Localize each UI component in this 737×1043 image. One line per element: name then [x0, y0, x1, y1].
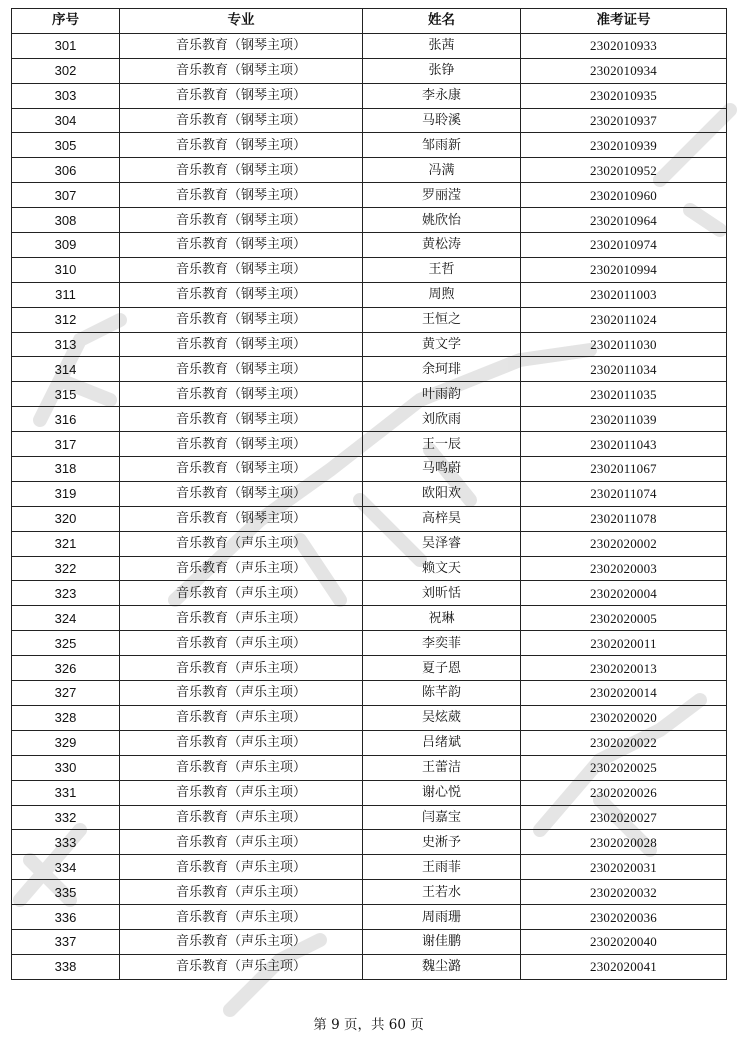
major-cell: 音乐教育（声乐主项） — [120, 780, 363, 805]
ticket-cell: 2302020040 — [521, 929, 727, 954]
name-cell: 闫嘉宝 — [363, 805, 521, 830]
table-row — [12, 33, 727, 58]
ticket-cell: 2302010935 — [521, 83, 727, 108]
header-ticket: 准考证号 — [521, 9, 727, 34]
name-cell: 余珂琲 — [363, 357, 521, 382]
table-row — [12, 929, 727, 954]
ticket-cell: 2302011030 — [521, 332, 727, 357]
major-cell: 音乐教育（钢琴主项） — [120, 257, 363, 282]
name-cell: 冯满 — [363, 158, 521, 183]
ticket-cell: 2302011034 — [521, 357, 727, 382]
page-number: 第 9 页，共 60 页 — [313, 1017, 424, 1033]
table-row — [12, 506, 727, 531]
table-row — [12, 83, 727, 108]
ticket-cell: 2302020041 — [521, 954, 727, 979]
seq-cell: 336 — [12, 905, 120, 930]
major-cell: 音乐教育（声乐主项） — [120, 730, 363, 755]
name-cell: 刘欣雨 — [363, 407, 521, 432]
table-row — [12, 108, 727, 133]
ticket-cell: 2302020003 — [521, 556, 727, 581]
ticket-cell: 2302020014 — [521, 681, 727, 706]
major-cell: 音乐教育（钢琴主项） — [120, 282, 363, 307]
table-row — [12, 481, 727, 506]
seq-cell: 328 — [12, 705, 120, 730]
name-cell: 高梓昊 — [363, 506, 521, 531]
ticket-cell: 2302010933 — [521, 33, 727, 58]
seq-cell: 319 — [12, 481, 120, 506]
seq-cell: 303 — [12, 83, 120, 108]
seq-cell: 305 — [12, 133, 120, 158]
seq-cell: 312 — [12, 307, 120, 332]
ticket-cell: 2302010994 — [521, 257, 727, 282]
seq-cell: 315 — [12, 382, 120, 407]
seq-cell: 332 — [12, 805, 120, 830]
ticket-cell: 2302011035 — [521, 382, 727, 407]
major-cell: 音乐教育（钢琴主项） — [120, 432, 363, 457]
table-row — [12, 705, 727, 730]
seq-cell: 310 — [12, 257, 120, 282]
ticket-cell: 2302020027 — [521, 805, 727, 830]
ticket-cell: 2302010960 — [521, 183, 727, 208]
ticket-cell: 2302010964 — [521, 208, 727, 233]
major-cell: 音乐教育（钢琴主项） — [120, 382, 363, 407]
major-cell: 音乐教育（钢琴主项） — [120, 233, 363, 258]
table-row — [12, 282, 727, 307]
table-row — [12, 631, 727, 656]
name-cell: 祝琳 — [363, 606, 521, 631]
table-row — [12, 556, 727, 581]
table-row — [12, 905, 727, 930]
major-cell: 音乐教育（钢琴主项） — [120, 307, 363, 332]
ticket-cell: 2302020028 — [521, 830, 727, 855]
name-cell: 史淅予 — [363, 830, 521, 855]
ticket-cell: 2302020004 — [521, 581, 727, 606]
seq-cell: 321 — [12, 531, 120, 556]
seq-cell: 331 — [12, 780, 120, 805]
name-cell: 周雨珊 — [363, 905, 521, 930]
name-cell: 吴泽睿 — [363, 531, 521, 556]
ticket-cell: 2302010937 — [521, 108, 727, 133]
major-cell: 音乐教育（声乐主项） — [120, 681, 363, 706]
ticket-cell: 2302020005 — [521, 606, 727, 631]
ticket-cell: 2302010952 — [521, 158, 727, 183]
name-cell: 马鸣蔚 — [363, 457, 521, 482]
major-cell: 音乐教育（声乐主项） — [120, 830, 363, 855]
major-cell: 音乐教育（声乐主项） — [120, 556, 363, 581]
table-row — [12, 332, 727, 357]
table-row — [12, 307, 727, 332]
major-cell: 音乐教育（声乐主项） — [120, 531, 363, 556]
major-cell: 音乐教育（声乐主项） — [120, 606, 363, 631]
seq-cell: 309 — [12, 233, 120, 258]
seq-cell: 318 — [12, 457, 120, 482]
seq-cell: 326 — [12, 656, 120, 681]
seq-cell: 327 — [12, 681, 120, 706]
table-row — [12, 954, 727, 979]
name-cell: 邹雨新 — [363, 133, 521, 158]
major-cell: 音乐教育（钢琴主项） — [120, 58, 363, 83]
major-cell: 音乐教育（钢琴主项） — [120, 83, 363, 108]
header-major: 专业 — [120, 9, 363, 34]
seq-cell: 307 — [12, 183, 120, 208]
table-row — [12, 805, 727, 830]
major-cell: 音乐教育（声乐主项） — [120, 705, 363, 730]
table-row — [12, 58, 727, 83]
table-row — [12, 133, 727, 158]
seq-cell: 330 — [12, 755, 120, 780]
major-cell: 音乐教育（钢琴主项） — [120, 208, 363, 233]
ticket-cell: 2302011074 — [521, 481, 727, 506]
major-cell: 音乐教育（钢琴主项） — [120, 506, 363, 531]
name-cell: 夏子恩 — [363, 656, 521, 681]
name-cell: 谢佳鹏 — [363, 929, 521, 954]
ticket-cell: 2302011024 — [521, 307, 727, 332]
name-cell: 黄文学 — [363, 332, 521, 357]
name-cell: 叶雨韵 — [363, 382, 521, 407]
name-cell: 欧阳欢 — [363, 481, 521, 506]
seq-cell: 302 — [12, 58, 120, 83]
seq-cell: 334 — [12, 855, 120, 880]
name-cell: 罗丽滢 — [363, 183, 521, 208]
table-header-row — [12, 9, 727, 34]
admission-list-table — [11, 8, 727, 980]
seq-cell: 311 — [12, 282, 120, 307]
table-row — [12, 382, 727, 407]
ticket-cell: 2302020032 — [521, 880, 727, 905]
major-cell: 音乐教育（声乐主项） — [120, 855, 363, 880]
name-cell: 王雨菲 — [363, 855, 521, 880]
seq-cell: 316 — [12, 407, 120, 432]
seq-cell: 325 — [12, 631, 120, 656]
seq-cell: 322 — [12, 556, 120, 581]
major-cell: 音乐教育（声乐主项） — [120, 929, 363, 954]
table-row — [12, 432, 727, 457]
table-row — [12, 183, 727, 208]
seq-cell: 320 — [12, 506, 120, 531]
ticket-cell: 2302020011 — [521, 631, 727, 656]
table-row — [12, 880, 727, 905]
major-cell: 音乐教育（钢琴主项） — [120, 457, 363, 482]
major-cell: 音乐教育（钢琴主项） — [120, 133, 363, 158]
ticket-cell: 2302011043 — [521, 432, 727, 457]
name-cell: 谢心悦 — [363, 780, 521, 805]
ticket-cell: 2302010974 — [521, 233, 727, 258]
name-cell: 王恒之 — [363, 307, 521, 332]
name-cell: 李永康 — [363, 83, 521, 108]
seq-cell: 317 — [12, 432, 120, 457]
table-row — [12, 730, 727, 755]
table-row — [12, 855, 727, 880]
table-row — [12, 830, 727, 855]
name-cell: 陈芊韵 — [363, 681, 521, 706]
seq-cell: 323 — [12, 581, 120, 606]
seq-cell: 335 — [12, 880, 120, 905]
table-row — [12, 681, 727, 706]
ticket-cell: 2302011003 — [521, 282, 727, 307]
table-row — [12, 606, 727, 631]
ticket-cell: 2302020013 — [521, 656, 727, 681]
ticket-cell: 2302020036 — [521, 905, 727, 930]
name-cell: 黄松涛 — [363, 233, 521, 258]
table-row — [12, 531, 727, 556]
major-cell: 音乐教育（钢琴主项） — [120, 108, 363, 133]
major-cell: 音乐教育（钢琴主项） — [120, 33, 363, 58]
ticket-cell: 2302020020 — [521, 705, 727, 730]
ticket-cell: 2302011039 — [521, 407, 727, 432]
table-row — [12, 457, 727, 482]
ticket-cell: 2302020022 — [521, 730, 727, 755]
ticket-cell: 2302020002 — [521, 531, 727, 556]
ticket-cell: 2302020025 — [521, 755, 727, 780]
seq-cell: 313 — [12, 332, 120, 357]
name-cell: 王若水 — [363, 880, 521, 905]
name-cell: 李奕菲 — [363, 631, 521, 656]
table-row — [12, 257, 727, 282]
major-cell: 音乐教育（钢琴主项） — [120, 357, 363, 382]
table-row — [12, 581, 727, 606]
header-name: 姓名 — [363, 9, 521, 34]
major-cell: 音乐教育（声乐主项） — [120, 954, 363, 979]
name-cell: 马聆溪 — [363, 108, 521, 133]
name-cell: 刘昕恬 — [363, 581, 521, 606]
header-seq: 序号 — [12, 9, 120, 34]
seq-cell: 306 — [12, 158, 120, 183]
table-row — [12, 407, 727, 432]
major-cell: 音乐教育（钢琴主项） — [120, 332, 363, 357]
major-cell: 音乐教育（钢琴主项） — [120, 481, 363, 506]
seq-cell: 308 — [12, 208, 120, 233]
ticket-cell: 2302020026 — [521, 780, 727, 805]
seq-cell: 338 — [12, 954, 120, 979]
name-cell: 王一辰 — [363, 432, 521, 457]
major-cell: 音乐教育（钢琴主项） — [120, 407, 363, 432]
name-cell: 魏尘潞 — [363, 954, 521, 979]
name-cell: 王哲 — [363, 257, 521, 282]
major-cell: 音乐教育（钢琴主项） — [120, 183, 363, 208]
seq-cell: 304 — [12, 108, 120, 133]
major-cell: 音乐教育（声乐主项） — [120, 656, 363, 681]
seq-cell: 301 — [12, 33, 120, 58]
table-row — [12, 656, 727, 681]
name-cell: 赖文天 — [363, 556, 521, 581]
major-cell: 音乐教育（声乐主项） — [120, 755, 363, 780]
major-cell: 音乐教育（声乐主项） — [120, 880, 363, 905]
seq-cell: 329 — [12, 730, 120, 755]
seq-cell: 333 — [12, 830, 120, 855]
major-cell: 音乐教育（声乐主项） — [120, 905, 363, 930]
ticket-cell: 2302010939 — [521, 133, 727, 158]
name-cell: 吕绪斌 — [363, 730, 521, 755]
table-row — [12, 233, 727, 258]
seq-cell: 337 — [12, 929, 120, 954]
table-row — [12, 755, 727, 780]
major-cell: 音乐教育（声乐主项） — [120, 631, 363, 656]
ticket-cell: 2302020031 — [521, 855, 727, 880]
ticket-cell: 2302010934 — [521, 58, 727, 83]
major-cell: 音乐教育（声乐主项） — [120, 581, 363, 606]
table-row — [12, 208, 727, 233]
ticket-cell: 2302011078 — [521, 506, 727, 531]
seq-cell: 314 — [12, 357, 120, 382]
table-row — [12, 780, 727, 805]
major-cell: 音乐教育（声乐主项） — [120, 805, 363, 830]
name-cell: 张茜 — [363, 33, 521, 58]
name-cell: 姚欣怡 — [363, 208, 521, 233]
major-cell: 音乐教育（钢琴主项） — [120, 158, 363, 183]
name-cell: 王蕾洁 — [363, 755, 521, 780]
name-cell: 张铮 — [363, 58, 521, 83]
ticket-cell: 2302011067 — [521, 457, 727, 482]
name-cell: 周煦 — [363, 282, 521, 307]
table-row — [12, 158, 727, 183]
name-cell: 吴炫葳 — [363, 705, 521, 730]
seq-cell: 324 — [12, 606, 120, 631]
table-row — [12, 357, 727, 382]
